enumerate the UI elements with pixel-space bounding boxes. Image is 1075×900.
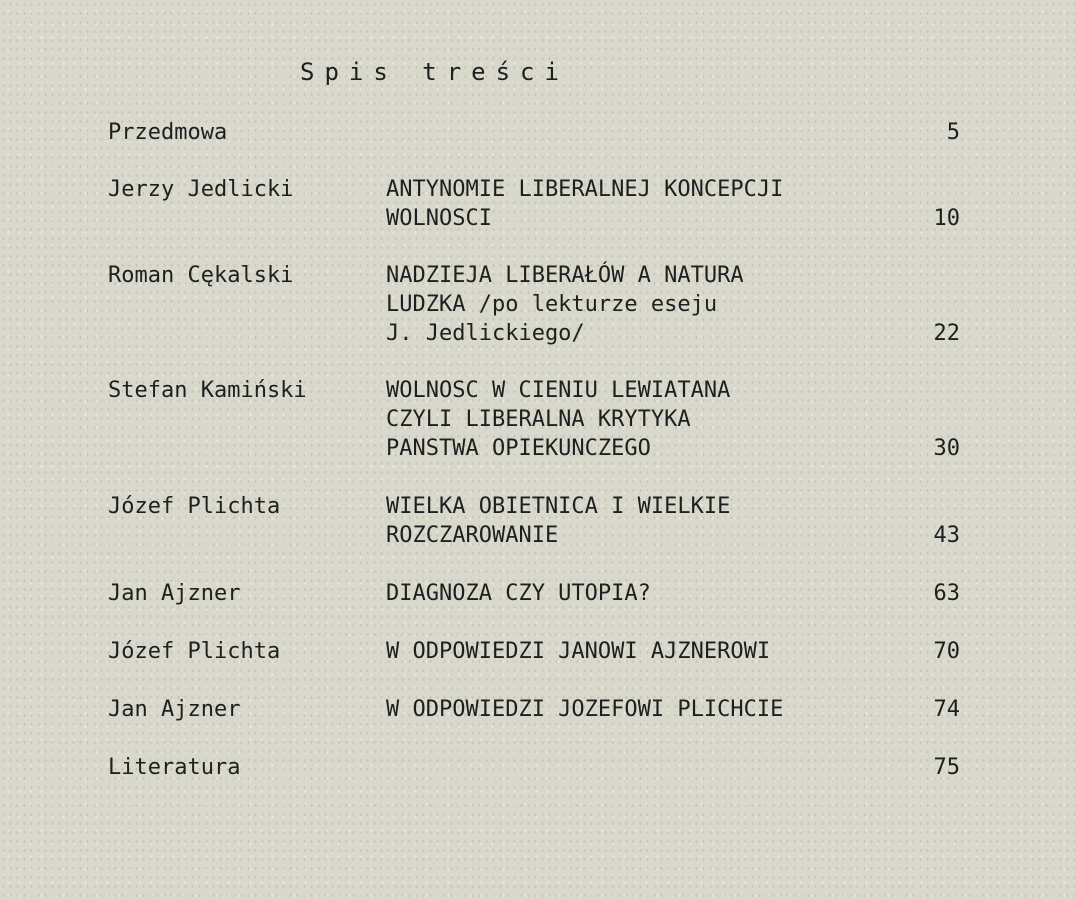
toc-author: Roman Cękalski: [108, 263, 294, 288]
toc-work-line: ANTYNOMIE LIBERALNEJ KONCEPCJI: [386, 177, 784, 202]
toc-work-title: [386, 637, 906, 666]
toc-page-number: 22: [933, 321, 960, 346]
toc-entry: [108, 118, 968, 147]
toc-page-number: 43: [933, 523, 960, 548]
toc-page-number: 63: [933, 581, 960, 606]
toc-work-title: [386, 695, 906, 724]
toc-work-line: NADZIEJA LIBERAŁÓW A NATURA: [386, 263, 744, 288]
toc-work-line: WIELKA OBIETNICA I WIELKIE: [386, 494, 731, 519]
toc-entry: [108, 637, 968, 666]
toc-page-number: 10: [933, 206, 960, 231]
toc-author: Józef Plichta: [108, 494, 281, 519]
toc-page-number: 75: [933, 755, 960, 780]
toc-author: Przedmowa: [108, 120, 228, 145]
toc-entry: [108, 753, 968, 782]
toc-author: Stefan Kamiński: [108, 378, 307, 403]
toc-page-number: 30: [933, 436, 960, 461]
toc-work-title: [386, 579, 906, 608]
toc-work-line: W ODPOWIEDZI JOZEFOWI PLICHCIE: [386, 697, 784, 722]
toc-page-number: 70: [933, 639, 960, 664]
toc-entry: [108, 579, 968, 608]
toc-author: Jan Ajzner: [108, 581, 241, 606]
toc-entry: [108, 261, 968, 348]
toc-work-line: DIAGNOZA CZY UTOPIA?: [386, 581, 651, 606]
toc-work-line: W ODPOWIEDZI JANOWI AJZNEROWI: [386, 639, 771, 664]
toc-work-line: WOLNOSC W CIENIU LEWIATANA: [386, 378, 731, 403]
toc-work-title: [386, 261, 906, 348]
toc-work-line: CZYLI LIBERALNA KRYTYKA: [386, 407, 691, 432]
page-title: Spis treści: [300, 58, 569, 86]
toc-work-line: PANSTWA OPIEKUNCZEGO: [386, 436, 651, 461]
toc-author: Jan Ajzner: [108, 697, 241, 722]
toc-work-line: J. Jedlickiego/: [386, 321, 585, 346]
toc-work-title: [386, 376, 906, 463]
toc-entry: [108, 175, 968, 233]
toc-work-line: WOLNOSCI: [386, 206, 492, 231]
toc-author: Literatura: [108, 755, 241, 780]
toc-author: Józef Plichta: [108, 639, 281, 664]
toc-entry: [108, 492, 968, 550]
toc-page-number: 5: [946, 120, 960, 145]
toc-entry: [108, 376, 968, 463]
toc-work-title: [386, 175, 906, 233]
toc-author: Jerzy Jedlicki: [108, 177, 294, 202]
toc-work-line: LUDZKA /po lekturze eseju: [386, 292, 718, 317]
toc-work-title: [386, 492, 906, 550]
toc-work-line: ROZCZAROWANIE: [386, 523, 559, 548]
toc-entry: [108, 695, 968, 724]
toc-page-number: 74: [933, 697, 960, 722]
